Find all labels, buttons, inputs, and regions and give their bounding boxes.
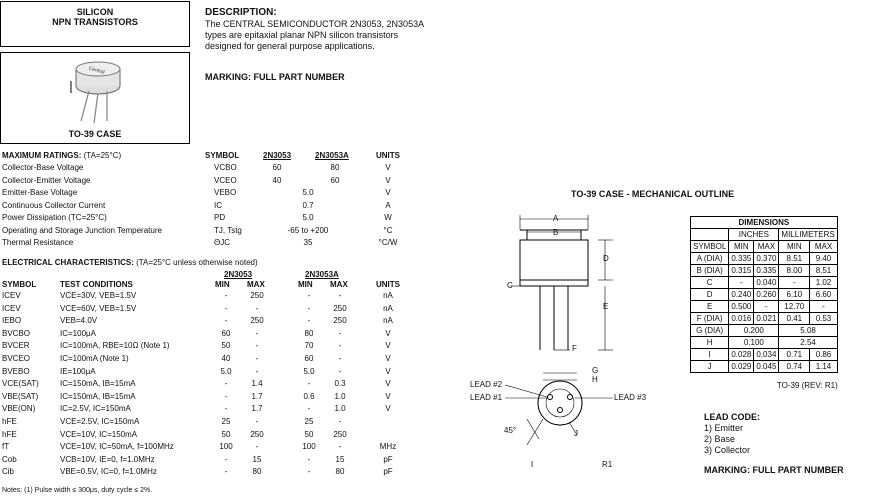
elec-value: - [255, 341, 259, 351]
dim-cell: 0.41 [779, 313, 810, 325]
dim-cell: 0.021 [754, 313, 779, 325]
elec-unit: V [385, 354, 391, 363]
elec-condition: IC=100mA, RBE=10Ω (Note 1) [60, 341, 170, 351]
elec-unit: MHz [379, 442, 397, 452]
lead-code-3: 3) Collector [704, 445, 751, 455]
elec-value: 100 [219, 442, 233, 452]
outline-label-d: D [603, 254, 609, 263]
outline-title: TO-39 CASE - MECHANICAL OUTLINE [571, 189, 735, 199]
dim-cell: 0.029 [729, 361, 754, 373]
max-rating-row [0, 176, 420, 188]
elec-value: 1.0 [334, 404, 346, 414]
elec-unit: nA [383, 291, 393, 300]
elec-value: - [307, 467, 311, 477]
elec-value: - [255, 442, 259, 452]
elec-symbol: BVCER [2, 341, 30, 351]
dim-sub-max-mm: MAX [810, 241, 838, 253]
elec-value: - [224, 391, 228, 401]
dimensions-table [690, 216, 838, 373]
ec-col-symbol: SYMBOL [2, 280, 37, 289]
elec-value: 60 [304, 354, 314, 363]
elec-value: - [338, 442, 342, 452]
elec-condition: IC=2.5V, IC=150mA [60, 404, 131, 414]
elec-value: 0.6 [303, 391, 315, 401]
lead3-label: LEAD #3 [614, 393, 647, 402]
dim-cell: 0.500 [729, 301, 754, 313]
dim-sub-min-in: MIN [729, 241, 754, 253]
elec-value: 1.0 [334, 391, 346, 401]
dim-cell: 9.40 [810, 253, 838, 265]
dim-sub-max-in: MAX [754, 241, 779, 253]
elec-value: 80 [252, 467, 262, 477]
max-rating-symbol: ΘJC [214, 238, 230, 247]
elec-condition: VCE=60V, VEB=1.5V [60, 303, 137, 313]
dim-cell: 1.14 [810, 361, 838, 373]
max-rating-row [0, 238, 420, 250]
elec-condition: VCE=30V, VEB=1.5V [60, 291, 137, 300]
elec-condition: VCE=2.5V, IC=150mA [60, 417, 140, 426]
dim-cell: 8.51 [779, 253, 810, 265]
elec-unit: pF [383, 454, 393, 464]
package-label: TO-39 CASE [68, 129, 122, 139]
dim-cell: 6.10 [779, 289, 810, 301]
transistor-icon [1, 53, 191, 125]
dim-blank [691, 229, 729, 241]
dim-row [691, 265, 838, 277]
elec-value: - [338, 417, 342, 426]
elec-value: 80 [335, 467, 345, 477]
dim-cell: J [691, 361, 729, 373]
dim-row [691, 313, 838, 325]
ec-col-max-a: MAX [247, 280, 265, 289]
elec-value: - [307, 379, 311, 389]
elec-unit: nA [383, 303, 393, 313]
elec-row [0, 392, 420, 404]
max-rating-unit: V [385, 163, 391, 172]
elec-symbol: VBE(ON) [2, 404, 36, 414]
elec-value: 100 [302, 442, 316, 452]
dim-cell: F (DIA) [691, 313, 729, 325]
outline-label-e: E [603, 302, 609, 311]
elec-value: - [307, 316, 311, 326]
lead-code-1: 1) Emitter [704, 423, 744, 433]
elec-symbol: BVEBO [2, 366, 30, 376]
part-type-line2: NPN TRANSISTORS [52, 17, 138, 27]
elec-unit: V [385, 328, 391, 338]
max-rating-unit: °C/W [378, 238, 398, 247]
lead-code-title: LEAD CODE: [704, 412, 760, 422]
elec-condition: IE=100μA [60, 366, 96, 376]
elec-symbol: ICEV [2, 303, 21, 313]
max-rating-value-a: 60 [272, 163, 282, 172]
elec-unit: V [385, 341, 391, 351]
elec-symbol: Cib [2, 467, 15, 477]
max-ratings-title: MAXIMUM RATINGS: [2, 151, 82, 160]
max-rating-value: 35 [303, 238, 313, 247]
max-rating-value-b: 60 [330, 175, 340, 185]
dim-cell: 6.60 [810, 289, 838, 301]
dim-cell: 0.335 [754, 265, 779, 277]
max-rating-symbol: VEBO [214, 188, 237, 197]
elec-unit: V [385, 391, 391, 401]
elec-value: - [338, 328, 342, 338]
elec-value: 250 [250, 316, 264, 326]
max-rating-unit: V [385, 175, 391, 185]
max-rating-row [0, 163, 420, 175]
ec-col-units: UNITS [376, 280, 400, 289]
elec-row [0, 417, 420, 429]
elec-group-b: 2N3053A [305, 270, 339, 279]
elec-value: - [338, 354, 342, 363]
outline-label-b: B [553, 228, 559, 237]
ec-col-min-a: MIN [215, 280, 230, 289]
dim-cell: 12.70 [779, 301, 810, 313]
max-rating-value-b: 80 [330, 163, 340, 172]
dim-sub-symbol: SYMBOL [691, 241, 729, 253]
elec-value: - [338, 291, 342, 300]
elec-symbol: ICEV [2, 291, 21, 300]
outline-label-g: G [592, 366, 599, 375]
elec-symbol: VBE(SAT) [2, 391, 39, 401]
elec-value: - [307, 291, 311, 300]
elec-symbol: fT [2, 442, 10, 452]
elec-unit: nA [383, 316, 393, 326]
elec-value: 250 [333, 429, 347, 439]
dim-cell: - [810, 301, 838, 313]
elec-value: 15 [252, 454, 262, 464]
elec-notes: Notes: (1) Pulse width ≤ 300μs, duty cycle ≤ 2%. [2, 487, 153, 494]
elec-row [0, 404, 420, 416]
elec-value: 250 [250, 429, 264, 439]
dim-cell: 0.53 [810, 313, 838, 325]
dim-row [691, 349, 838, 361]
elec-condition: IC=150mA, IB=15mA [60, 391, 136, 401]
dim-cell: 0.200 [729, 325, 779, 337]
dim-rev: TO-39 (REV: R1) [776, 381, 838, 390]
elec-condition: VCE=10V, IC=150mA [60, 429, 138, 439]
elec-value: - [224, 316, 228, 326]
part-type-line1: SILICON [76, 7, 114, 17]
lead1-label: LEAD #1 [470, 393, 503, 402]
dim-cell: 0.260 [754, 289, 779, 301]
dim-row [691, 361, 838, 373]
logo-text: Central [88, 65, 106, 76]
elec-row [0, 367, 420, 379]
dim-cell: 0.370 [754, 253, 779, 265]
elec-value: - [255, 417, 259, 426]
mr-col-a: 2N3053 [263, 151, 292, 160]
elec-condition: IC=100μA [60, 328, 96, 338]
elec-symbol: hFE [2, 417, 17, 426]
elec-row [0, 329, 420, 341]
elec-condition: IC=100mA (Note 1) [60, 354, 129, 363]
dim-row [691, 325, 838, 337]
elec-value: 70 [304, 341, 314, 351]
elec-value: - [338, 341, 342, 351]
elec-value: - [307, 404, 311, 414]
max-rating-param: Continuous Collector Current [2, 200, 106, 210]
max-rating-unit: W [384, 213, 392, 222]
elec-symbol: IEBO [2, 316, 22, 326]
elec-condition: (TA=25°C unless otherwise noted) [136, 258, 258, 267]
dim-cell: 0.315 [729, 265, 754, 277]
max-rating-param: Emitter-Base Voltage [2, 188, 78, 197]
dim-cell: 0.335 [729, 253, 754, 265]
dim-cell: G (DIA) [691, 325, 729, 337]
elec-row [0, 442, 420, 454]
max-ratings-section [0, 151, 420, 251]
dim-cell: 8.51 [810, 265, 838, 277]
max-rating-param: Operating and Storage Junction Temperature [2, 225, 162, 235]
outline-rev: R1 [602, 460, 613, 469]
dim-cell: A (DIA) [691, 253, 729, 265]
outline-label-j: J [574, 429, 578, 438]
elec-row [0, 467, 420, 479]
elec-value: - [338, 366, 342, 376]
dim-cell: - [779, 277, 810, 289]
elec-value: 5.0 [220, 366, 232, 376]
outline-label-c: C [507, 281, 513, 290]
max-rating-unit: A [385, 200, 391, 210]
description-title: DESCRIPTION: [205, 7, 277, 18]
elec-value: 250 [333, 303, 347, 313]
max-rating-symbol: TJ, Tstg [214, 225, 242, 235]
dim-cell: 0.71 [779, 349, 810, 361]
dim-cell: C [691, 277, 729, 289]
outline-label-h: H [592, 375, 598, 384]
dim-cell: 1.02 [810, 277, 838, 289]
dim-cell: 0.240 [729, 289, 754, 301]
dim-cell: E [691, 301, 729, 313]
dim-row [691, 253, 838, 265]
max-rating-symbol: IC [214, 200, 222, 210]
elec-value: - [224, 379, 228, 389]
elec-row [0, 379, 420, 391]
max-rating-unit: V [385, 188, 391, 197]
elec-value: 40 [221, 354, 231, 363]
elec-value: 1.4 [251, 379, 263, 389]
elec-value: - [224, 467, 228, 477]
max-rating-row [0, 226, 420, 238]
mr-col-b: 2N3053A [315, 151, 349, 160]
angle-label: 45° [504, 426, 517, 435]
max-ratings-condition: (TA=25°C) [83, 151, 122, 160]
max-rating-row [0, 201, 420, 213]
elec-value: - [224, 303, 228, 313]
elec-symbol: BVCBO [2, 328, 31, 338]
electrical-section [0, 258, 420, 502]
elec-row [0, 430, 420, 442]
dim-cell: 2.54 [779, 337, 837, 349]
ec-col-min-b: MIN [298, 280, 313, 289]
elec-unit: V [385, 379, 391, 389]
elec-unit: V [385, 366, 391, 376]
dim-mm: MILLIMETERS [779, 229, 837, 241]
dim-cell: 0.045 [754, 361, 779, 373]
description-text-2: types are epitaxial planar NPN silicon transistors [205, 30, 399, 40]
max-rating-value: 5.0 [302, 188, 314, 197]
elec-unit: V [385, 404, 391, 414]
dim-cell: H [691, 337, 729, 349]
dim-title: DIMENSIONS [691, 217, 838, 229]
dim-row [691, 277, 838, 289]
lead-code-marking: MARKING: FULL PART NUMBER [704, 465, 844, 475]
max-rating-value-a: 40 [272, 175, 282, 185]
dim-cell: 0.034 [754, 349, 779, 361]
elec-value: - [255, 328, 259, 338]
elec-value: 15 [335, 454, 345, 464]
max-rating-symbol: VCBO [214, 163, 237, 172]
dim-cell: I [691, 349, 729, 361]
elec-condition: VCE=10V, IC=50mA, f=100MHz [60, 442, 174, 452]
elec-row [0, 354, 420, 366]
elec-value: 1.7 [251, 391, 263, 401]
outline-label-f: F [572, 344, 577, 353]
dim-row [691, 289, 838, 301]
dim-cell: B (DIA) [691, 265, 729, 277]
part-type-box [0, 1, 190, 47]
lead2-label: LEAD #2 [470, 380, 503, 389]
ec-col-max-b: MAX [330, 280, 348, 289]
elec-value: - [224, 404, 228, 414]
lead-code-2: 2) Base [704, 434, 736, 444]
elec-value: 1.7 [251, 404, 263, 414]
elec-unit: pF [383, 467, 393, 477]
elec-value: 5.0 [303, 366, 315, 376]
elec-value: - [255, 366, 259, 376]
elec-row [0, 455, 420, 467]
max-rating-unit: °C [383, 225, 393, 235]
dim-cell: D [691, 289, 729, 301]
dim-inches: INCHES [729, 229, 779, 241]
elec-value: - [224, 291, 228, 300]
ec-col-conditions: TEST CONDITIONS [60, 280, 133, 289]
elec-value: 0.3 [334, 379, 346, 389]
dim-cell: 0.86 [810, 349, 838, 361]
elec-group-a: 2N3053 [224, 270, 253, 279]
max-rating-row [0, 188, 420, 200]
dim-cell: 8.00 [779, 265, 810, 277]
elec-value: 25 [304, 417, 314, 426]
max-rating-param: Collector-Emitter Voltage [2, 175, 91, 185]
max-rating-param: Thermal Resistance [2, 238, 74, 247]
max-rating-value: -65 to +200 [287, 225, 329, 235]
elec-row [0, 316, 420, 328]
marking-label: MARKING: FULL PART NUMBER [205, 72, 345, 82]
elec-condition: VEB=4.0V [60, 316, 98, 326]
max-rating-row [0, 213, 420, 225]
dim-cell: - [754, 301, 779, 313]
elec-value: 50 [304, 429, 314, 439]
max-rating-value: 0.7 [302, 200, 314, 210]
elec-condition: VCB=10V, IE=0, f=1.0MHz [60, 454, 155, 464]
mechanical-outline-drawing [465, 205, 655, 480]
elec-title: ELECTRICAL CHARACTERISTICS: [2, 258, 134, 267]
elec-symbol: VCE(SAT) [2, 379, 39, 389]
elec-value: - [224, 454, 228, 464]
elec-row [0, 341, 420, 353]
elec-value: - [307, 303, 311, 313]
package-image-box [0, 52, 190, 144]
elec-value: 60 [221, 328, 231, 338]
elec-symbol: hFE [2, 429, 17, 439]
dim-cell: 5.08 [779, 325, 837, 337]
max-rating-param: Power Dissipation (TC=25°C) [2, 213, 107, 222]
dim-cell: 0.74 [779, 361, 810, 373]
elec-value: 25 [221, 417, 231, 426]
elec-value: 50 [221, 429, 231, 439]
max-rating-value: 5.0 [302, 213, 314, 222]
dim-cell: 0.100 [729, 337, 779, 349]
elec-condition: VBE=0.5V, IC=0, f=1.0MHz [60, 467, 157, 477]
elec-value: 80 [304, 328, 314, 338]
elec-value: - [255, 354, 259, 363]
max-rating-symbol: PD [214, 213, 226, 222]
dim-sub-min-mm: MIN [779, 241, 810, 253]
dim-cell: 0.040 [754, 277, 779, 289]
max-rating-param: Collector-Base Voltage [2, 163, 84, 172]
dim-cell: 0.028 [729, 349, 754, 361]
elec-value: - [307, 454, 311, 464]
dim-row [691, 337, 838, 349]
elec-row [0, 291, 420, 303]
outline-label-a: A [553, 214, 559, 223]
elec-value: - [255, 303, 259, 313]
mr-col-symbol: SYMBOL [205, 151, 240, 160]
elec-value: 250 [250, 291, 264, 300]
elec-value: 250 [333, 316, 347, 326]
dim-cell: - [729, 277, 754, 289]
description-text-1: The CENTRAL SEMICONDUCTOR 2N3053, 2N3053A [205, 19, 425, 29]
elec-symbol: BVCEO [2, 354, 31, 363]
elec-condition: IC=150mA, IB=15mA [60, 379, 136, 389]
description-text-3: designed for general purpose applications. [205, 41, 375, 51]
mr-col-units: UNITS [376, 151, 400, 160]
elec-row [0, 304, 420, 316]
max-rating-symbol: VCEO [214, 175, 237, 185]
dimensions-table-wrap [690, 216, 838, 390]
dim-row [691, 301, 838, 313]
elec-symbol: Cob [2, 454, 17, 464]
dim-cell: 0.016 [729, 313, 754, 325]
elec-value: 50 [221, 341, 231, 351]
outline-label-i: I [531, 460, 534, 469]
